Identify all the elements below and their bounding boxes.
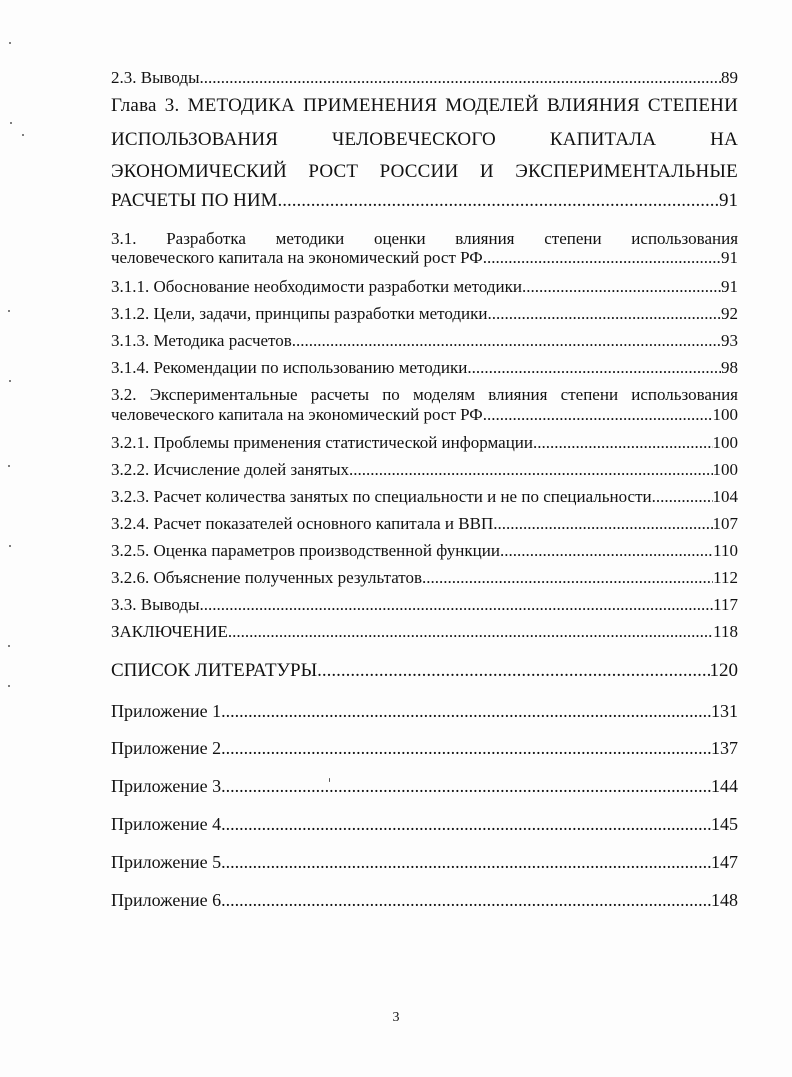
toc-entry-page: 148 xyxy=(711,890,738,910)
dot-leader xyxy=(317,660,709,682)
toc-entry xyxy=(111,541,738,561)
toc-entry xyxy=(111,700,738,722)
chapter-heading-line xyxy=(111,161,738,183)
dot-leader xyxy=(349,460,712,480)
toc-entry xyxy=(111,775,738,797)
toc-entry-title: 3.2.6. Объяснение полученных результатов xyxy=(111,568,423,587)
toc-entry-title: 3.2.1. Проблемы применения статистической информации xyxy=(111,433,533,452)
toc-entry-title: 3.2.3. Расчет количества занятых по специальности и не по специальности xyxy=(111,487,652,506)
chapter-heading-word: ЧЕЛОВЕЧЕСКОГО xyxy=(332,129,496,150)
chapter-heading-word: КАПИТАЛА xyxy=(549,129,657,150)
toc-word: влияния xyxy=(455,229,515,248)
toc-entry-title: 3.2.4. Расчет показателей основного капитала и ВВП xyxy=(111,514,494,533)
toc-entry xyxy=(111,460,738,480)
dot-leader xyxy=(483,248,721,268)
toc-entry xyxy=(111,68,738,88)
toc-entry-page: 89 xyxy=(721,68,738,87)
toc-word: 3.1. Разработка xyxy=(111,229,246,248)
chapter-heading-word: НА xyxy=(710,129,739,150)
toc-entry xyxy=(111,595,738,615)
toc-word: использования xyxy=(631,229,739,248)
toc-entry-page: 100 xyxy=(712,405,738,424)
toc-entry-page: 91 xyxy=(719,190,738,211)
toc-entry-title: СПИСОК ЛИТЕРАТУРЫ xyxy=(111,660,318,681)
scan-speck xyxy=(9,42,11,44)
toc-entry-title: 2.3. Выводы xyxy=(111,68,200,87)
toc-entry-page: 93 xyxy=(721,331,738,350)
toc-entry xyxy=(111,737,738,759)
toc-entry-page: 91 xyxy=(721,277,738,296)
toc-entry-title: Приложение 3 xyxy=(111,776,222,796)
toc-entry-title: 3.1.2. Цели, задачи, принципы разработки методики xyxy=(111,304,488,323)
scan-speck xyxy=(10,122,12,124)
toc-entry-page: 144 xyxy=(711,776,738,796)
toc-entry xyxy=(111,248,738,268)
toc-entry-title: РАСЧЕТЫ ПО НИМ xyxy=(111,190,278,211)
dot-leader xyxy=(221,775,711,797)
toc-entry xyxy=(111,433,738,453)
toc-entry xyxy=(111,851,738,873)
toc-entry-title: 3.1.1. Обоснование необходимости разработки методики xyxy=(111,277,522,296)
toc-entry-title: Приложение 5 xyxy=(111,852,222,872)
toc-entry xyxy=(111,660,738,682)
toc-entry xyxy=(111,331,738,351)
toc-entry-page: 100 xyxy=(712,460,738,479)
toc-word: оценки xyxy=(373,229,426,248)
toc-entry-title: человеческого капитала на экономический рост РФ xyxy=(111,248,483,267)
toc-entry xyxy=(111,405,738,425)
dot-leader xyxy=(221,851,711,873)
scan-speck xyxy=(22,134,24,136)
chapter-heading-line xyxy=(111,129,738,151)
dot-leader xyxy=(500,541,713,561)
dot-leader xyxy=(292,331,721,351)
chapter-heading-line xyxy=(111,95,738,117)
toc-entry-title: Приложение 2 xyxy=(111,738,222,758)
toc-entry-title: 3.1.4. Рекомендации по использованию методики xyxy=(111,358,468,377)
chapter-heading-word: РОСТ xyxy=(308,161,359,182)
toc-entry-title: 3.3. Выводы xyxy=(111,595,200,614)
dot-leader xyxy=(493,514,712,534)
scan-speck xyxy=(8,685,10,687)
dot-leader xyxy=(278,190,719,212)
chapter-heading-text: Глава 3. МЕТОДИКА ПРИМЕНЕНИЯ МОДЕЛЕЙ ВЛИЯНИЯ СТЕПЕНИ xyxy=(111,95,738,116)
toc-entry-page: 145 xyxy=(711,814,738,834)
dot-leader xyxy=(221,700,711,722)
dot-leader xyxy=(200,68,721,88)
chapter-heading-word: ИСПОЛЬЗОВАНИЯ xyxy=(111,129,279,150)
toc-entry-title: Приложение 6 xyxy=(111,890,222,910)
toc-entry-multiline xyxy=(111,229,738,249)
dot-leader xyxy=(422,568,713,588)
toc-entry-first-line xyxy=(111,229,738,249)
page-number: 3 xyxy=(392,1010,400,1025)
toc-entry xyxy=(111,514,738,534)
dot-leader xyxy=(221,737,711,759)
toc-entry-multiline xyxy=(111,385,738,405)
toc-entry-title: 3.1.3. Методика расчетов xyxy=(111,331,292,350)
toc-entry-page: 98 xyxy=(721,358,738,377)
toc-entry-page: 92 xyxy=(721,304,738,323)
scan-speck xyxy=(8,310,10,312)
scan-speck xyxy=(9,380,11,382)
toc-entry-page: 131 xyxy=(711,701,738,721)
toc-entry xyxy=(111,622,738,642)
toc-entry xyxy=(111,568,738,588)
toc-entry-page: 104 xyxy=(712,487,738,506)
toc-entry-page: 118 xyxy=(713,622,738,641)
toc-entry xyxy=(111,889,738,911)
toc-entry xyxy=(111,277,738,297)
toc-entry-page: 91 xyxy=(721,248,738,267)
toc-entry xyxy=(111,813,738,835)
toc-entry-first-line: 3.2. Экспериментальные расчеты по моделям влияния степени использования xyxy=(111,385,738,404)
scan-speck xyxy=(9,545,11,547)
toc-word: методики xyxy=(275,229,345,248)
scan-speck xyxy=(8,645,10,647)
toc-entry-page: 117 xyxy=(713,595,738,614)
toc-entry-page: 100 xyxy=(712,433,738,452)
dot-leader xyxy=(652,487,713,507)
scan-speck xyxy=(8,465,10,467)
dot-leader xyxy=(221,813,711,835)
dot-leader xyxy=(228,622,713,642)
toc-entry xyxy=(111,304,738,324)
toc-entry-title: Приложение 4 xyxy=(111,814,222,834)
toc-entry xyxy=(111,487,738,507)
toc-entry-title: ЗАКЛЮЧЕНИЕ xyxy=(111,622,228,641)
toc-entry-page: 120 xyxy=(709,660,738,681)
chapter-heading-word: ЭКОНОМИЧЕСКИЙ xyxy=(111,161,287,182)
dot-leader xyxy=(483,405,713,425)
toc-entry-title: 3.2.2. Исчисление долей занятых xyxy=(111,460,350,479)
dot-leader xyxy=(221,889,711,911)
chapter-heading-word: ЭКСПЕРИМЕНТАЛЬНЫЕ xyxy=(515,161,738,182)
toc-entry-title: 3.2.5. Оценка параметров производственной функции xyxy=(111,541,500,560)
toc-entry-title: человеческого капитала на экономический рост РФ xyxy=(111,405,483,424)
chapter-heading-word: РОССИИ xyxy=(379,161,459,182)
toc-entry xyxy=(111,190,738,212)
chapter-heading-word: И xyxy=(479,161,494,182)
toc-entry-page: 112 xyxy=(713,568,738,587)
dot-leader xyxy=(467,358,721,378)
toc-entry-page: 137 xyxy=(711,738,738,758)
dot-leader xyxy=(200,595,714,615)
toc-entry-title: Приложение 1 xyxy=(111,701,222,721)
dot-leader xyxy=(487,304,721,324)
toc-entry-page: 110 xyxy=(713,541,738,560)
dot-leader xyxy=(533,433,713,453)
toc-word: степени xyxy=(544,229,602,248)
toc-entry-page: 147 xyxy=(711,852,738,872)
toc-entry-page: 107 xyxy=(712,514,738,533)
toc-entry xyxy=(111,358,738,378)
dot-leader xyxy=(522,277,721,297)
